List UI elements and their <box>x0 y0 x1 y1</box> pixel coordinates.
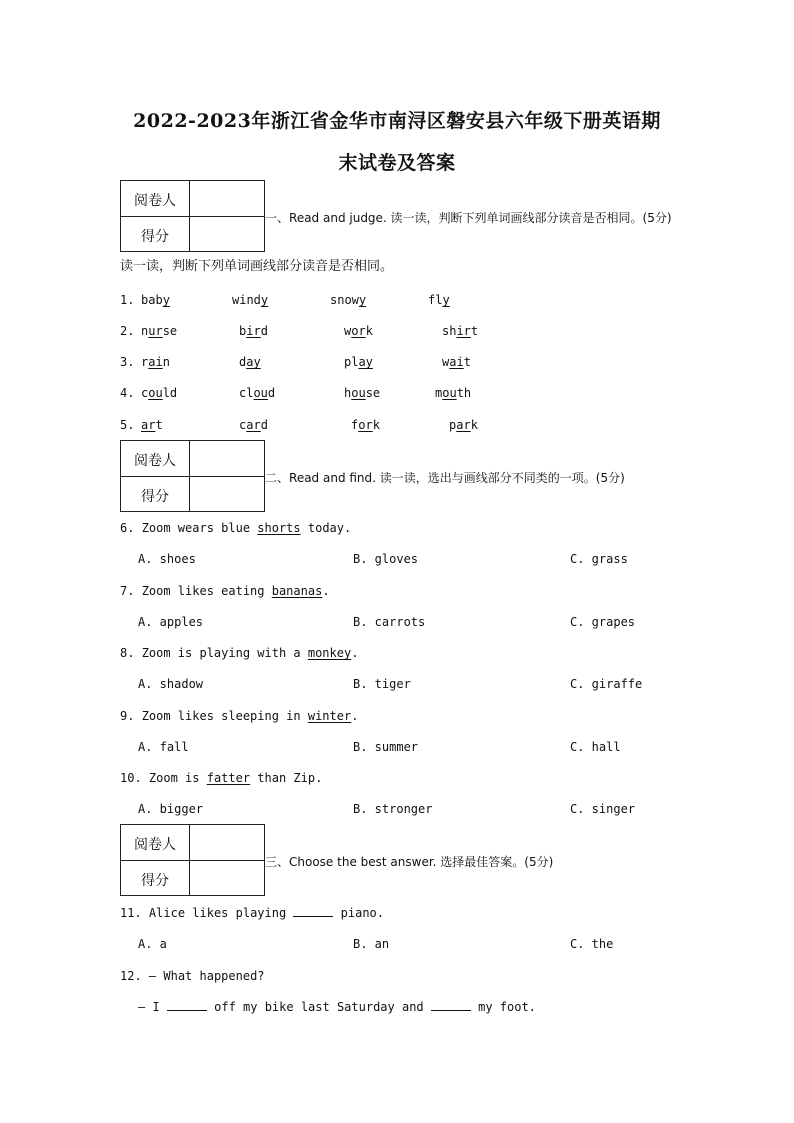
question-7: 7. Zoom likes eating bananas. <box>120 584 330 598</box>
word-item: nurse <box>141 324 178 338</box>
reviewer-label: 阅卷人 <box>134 837 176 853</box>
option-a: A. fall <box>138 740 189 754</box>
word-item: rain <box>141 355 170 369</box>
page-title-line1: 2022-2023年浙江省金华市南浔区磐安县六年级下册英语期 <box>133 110 661 132</box>
question-10: 10. Zoom is fatter than Zip. <box>120 771 323 785</box>
option-a: A. bigger <box>138 802 204 816</box>
word-item: cloud <box>239 386 276 400</box>
option-c: C. grass <box>570 552 628 566</box>
word-item: day <box>239 355 261 369</box>
reviewer-label: 阅卷人 <box>134 193 176 209</box>
score-label: 得分 <box>141 873 169 889</box>
option-c: C. giraffe <box>570 677 643 691</box>
question-12-line2: — I off my bike last Saturday and my foot. <box>138 1000 536 1014</box>
page-title-line2: 末试卷及答案 <box>338 152 456 174</box>
item-number: 1. <box>120 293 135 307</box>
grader-box-3 <box>120 824 265 896</box>
option-c: C. grapes <box>570 615 636 629</box>
question-12: 12. — What happened? <box>120 969 265 983</box>
word-item: mouth <box>435 386 472 400</box>
item-number: 4. <box>120 386 135 400</box>
question-8: 8. Zoom is playing with a monkey. <box>120 646 359 660</box>
answer-blank <box>293 906 333 917</box>
option-b: B. tiger <box>353 677 411 691</box>
word-item: shirt <box>442 324 479 338</box>
word-item: play <box>344 355 373 369</box>
option-b: B. an <box>353 937 390 951</box>
answer-blank <box>431 1000 471 1011</box>
item-number: 3. <box>120 355 135 369</box>
word-item: fork <box>351 418 380 432</box>
word-item: park <box>449 418 478 432</box>
option-b: B. summer <box>353 740 419 754</box>
answer-blank <box>167 1000 207 1011</box>
word-item: work <box>344 324 373 338</box>
score-label: 得分 <box>141 229 169 245</box>
section-1-heading: 一、Read and judge. 读一读，判断下列单词画线部分读音是否相同。(5分) <box>265 211 672 225</box>
option-b: B. gloves <box>353 552 419 566</box>
word-item: fly <box>428 293 450 307</box>
question-11: 11. Alice likes playing piano. <box>120 906 384 920</box>
word-item: windy <box>232 293 269 307</box>
score-label: 得分 <box>141 489 169 505</box>
word-item: baby <box>141 293 170 307</box>
word-item: wait <box>442 355 471 369</box>
question-6: 6. Zoom wears blue shorts today. <box>120 521 352 535</box>
word-item: bird <box>239 324 268 338</box>
section-2-heading: 二、Read and find. 读一读，选出与画线部分不同类的一项。(5分) <box>265 471 625 485</box>
word-item: art <box>141 418 163 432</box>
option-b: B. stronger <box>353 802 433 816</box>
option-c: C. the <box>570 937 614 951</box>
question-9: 9. Zoom likes sleeping in winter. <box>120 709 359 723</box>
grader-box-2 <box>120 440 265 512</box>
grader-box-1 <box>120 180 265 252</box>
option-a: A. shoes <box>138 552 196 566</box>
option-c: C. singer <box>570 802 636 816</box>
word-item: card <box>239 418 268 432</box>
item-number: 2. <box>120 324 135 338</box>
item-number: 5. <box>120 418 135 432</box>
part1-instruction: 读一读，判断下列单词画线部分读音是否相同。 <box>120 259 394 274</box>
option-c: C. hall <box>570 740 621 754</box>
option-b: B. carrots <box>353 615 426 629</box>
word-item: house <box>344 386 381 400</box>
option-a: A. a <box>138 937 167 951</box>
reviewer-label: 阅卷人 <box>134 453 176 469</box>
section-3-heading: 三、Choose the best answer. 选择最佳答案。(5分) <box>265 855 554 869</box>
option-a: A. shadow <box>138 677 204 691</box>
word-item: snowy <box>330 293 367 307</box>
option-a: A. apples <box>138 615 204 629</box>
word-item: could <box>141 386 178 400</box>
